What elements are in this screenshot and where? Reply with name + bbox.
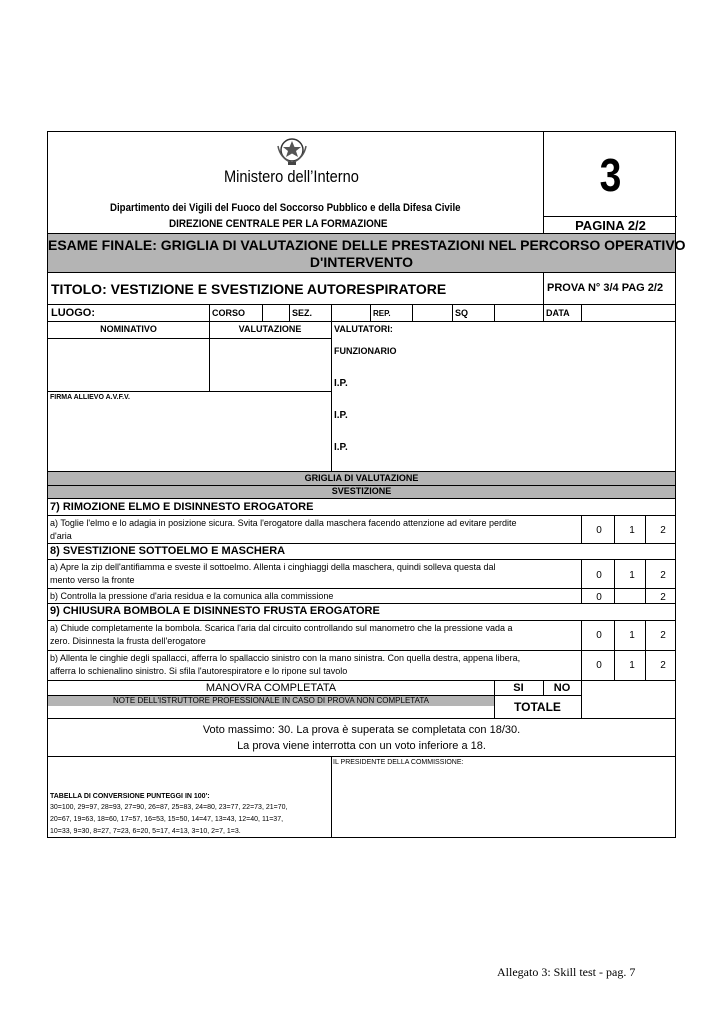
grid-heading (48, 472, 675, 499)
item-8a-line2: mento verso la fronte (50, 575, 135, 585)
valutatori-label: VALUTATORI: (334, 324, 393, 334)
score-9b-0[interactable]: 0 (596, 660, 602, 671)
state-emblem (274, 136, 310, 166)
exam-title-band (48, 233, 686, 273)
prova-number: PROVA N° 3/4 PAG 2/2 (547, 282, 664, 294)
item-9b-line2: afferra lo schienalino sinistro. Si sfila l'autorespiratore e lo ripone sul tavolo (50, 666, 348, 676)
conversion-line-2: 20=67, 19=63, 18=60, 17=57, 16=53, 15=50, 14=47, 13=43, 12=40, 11=37, (50, 816, 284, 823)
corso-label: CORSO (212, 308, 246, 318)
data-label: DATA (546, 308, 570, 318)
score-8b-2[interactable]: 2 (660, 592, 666, 603)
evaluation-form (47, 131, 686, 838)
item-8a-line1: a) Apre la zip dell'antifiamma e sveste il sottoelmo. Allenta i cinghiaggi della maschera, quindi solleva questa dal (50, 562, 496, 572)
score-9a-2[interactable]: 2 (660, 630, 666, 641)
item-7a-line1: a) Toglie l'elmo e lo adagia in posizione sicura. Svita l'erogatore dalla maschera facendo attenzione ad evitare perdite (50, 518, 517, 528)
manovra-completata: MANOVRA COMPLETATA (205, 682, 337, 694)
score-9a-1[interactable]: 1 (629, 630, 635, 641)
ministry-name: Ministero dell’Interno (224, 167, 359, 186)
conversion-title: TABELLA DI CONVERSIONE PUNTEGGI IN 100': (50, 793, 210, 800)
section-title-9: 9) CHIUSURA BOMBOLA E DISINNESTO FRUSTA EROGATORE (50, 605, 380, 617)
test-title: TITOLO: VESTIZIONE E SVESTIZIONE AUTORESPIRATORE (51, 281, 447, 297)
ip-label-3: I.P. (334, 442, 348, 453)
item-7a-line2: d'aria (50, 531, 72, 541)
score-8a-1[interactable]: 1 (629, 570, 635, 581)
nominativo-label: NOMINATIVO (100, 324, 157, 334)
department-name: Dipartimento dei Vigili del Fuoco del Soccorso Pubblico e della Difesa Civile (110, 202, 461, 214)
score-9a-0[interactable]: 0 (596, 630, 602, 641)
directorate-name: DIREZIONE CENTRALE PER LA FORMAZIONE (169, 218, 388, 230)
voto-line1: Voto massimo: 30. La prova è superata se completata con 18/30. (202, 724, 521, 736)
note-label: NOTE DELL'ISTRUTTORE PROFESSIONALE IN CASO DI PROVA NON COMPLETATA (113, 696, 429, 705)
section-title-8: 8) SVESTIZIONE SOTTOELMO E MASCHERA (50, 545, 286, 557)
score-8a-0[interactable]: 0 (596, 570, 602, 581)
si-label[interactable]: SI (513, 682, 524, 694)
page-footer: Allegato 3: Skill test - pag. 7 (497, 965, 636, 979)
presidente-label: IL PRESIDENTE DELLA COMMISSIONE: (333, 759, 464, 766)
section-title-7: 7) RIMOZIONE ELMO E DISINNESTO EROGATORE (50, 501, 314, 513)
score-8b-0[interactable]: 0 (596, 592, 602, 603)
conversion-line-1: 30=100, 29=97, 28=93, 27=90, 26=87, 25=83, 24=80, 23=77, 22=73, 21=70, (50, 804, 288, 811)
score-9b-1[interactable]: 1 (629, 660, 635, 671)
luogo-label: LUOGO: (51, 307, 95, 319)
score-8a-2[interactable]: 2 (660, 570, 666, 581)
sez-label: SEZ. (292, 308, 313, 318)
ip-label-1: I.P. (334, 378, 348, 389)
page-label: PAGINA 2/2 (575, 218, 646, 233)
item-8b-line1: b) Controlla la pressione d'aria residua e la comunica alla commissione (50, 591, 334, 601)
grid-subheading-label: SVESTIZIONE (331, 486, 392, 496)
sq-label: SQ (455, 308, 469, 318)
conversion-line-3: 10=33, 9=30, 8=27, 7=23, 6=20, 5=17, 4=13, 3=10, 2=7, 1=3. (50, 828, 241, 835)
score-7a-1[interactable]: 1 (629, 525, 635, 536)
score-7a-2[interactable]: 2 (660, 525, 666, 536)
valutazione-label: VALUTAZIONE (238, 324, 302, 334)
score-9b-2[interactable]: 2 (660, 660, 666, 671)
ip-label-2: I.P. (334, 410, 348, 421)
grid-heading-label: GRIGLIA DI VALUTAZIONE (304, 473, 419, 483)
totale-label: TOTALE (514, 700, 561, 714)
exam-title-line2: D'INTERVENTO (309, 254, 414, 270)
score-7a-0[interactable]: 0 (596, 525, 602, 536)
item-9a-line1: a) Chiude completamente la bombola. Scarica l'aria dal circuito controllando sul manometro che la pressione vada a (50, 623, 513, 633)
item-9b-line1: b) Allenta le cinghie degli spallacci, afferra lo spallaccio sinistro con la mano sinistra. Con quella destra, appena libera, (50, 653, 521, 663)
funzionario-label: FUNZIONARIO (334, 346, 397, 356)
firma-label: FIRMA ALLIEVO A.V.F.V. (50, 394, 130, 401)
rep-label: REP. (373, 309, 391, 318)
item-9a-line2: zero. Disinnesta la frusta dell'erogatore (50, 636, 206, 646)
test-number: 3 (599, 149, 622, 201)
no-label[interactable]: NO (553, 682, 571, 694)
exam-title-line1: ESAME FINALE: GRIGLIA DI VALUTAZIONE DELLE PRESTAZIONI NEL PERCORSO OPERATIVO (48, 237, 686, 253)
voto-line2: La prova viene interrotta con un voto inferiore a 18. (237, 740, 486, 752)
note-band (48, 696, 494, 706)
